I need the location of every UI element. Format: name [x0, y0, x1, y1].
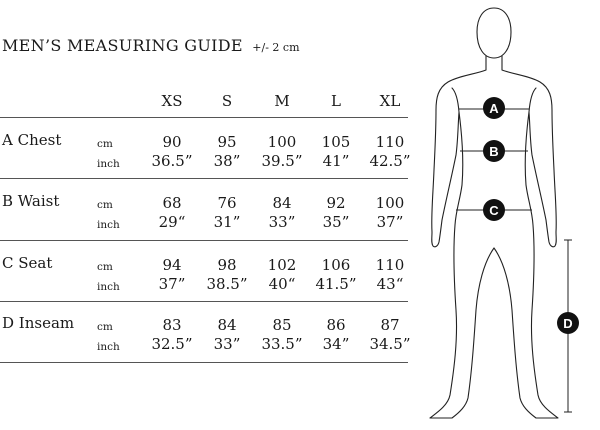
cell-inch-l: 41.5”	[315, 275, 357, 293]
cell-cm-xs: 90	[162, 133, 182, 151]
cell-cm-l: 106	[321, 256, 351, 274]
tolerance-note: +/- 2 cm	[252, 41, 300, 54]
cell-cm-s: 98	[217, 256, 237, 274]
cell-cm-xl: 87	[380, 316, 400, 334]
figure-head	[477, 8, 511, 58]
cell-cm-s: 95	[217, 133, 237, 151]
cell-cm-m: 102	[267, 256, 297, 274]
cell-inch-m: 33.5”	[261, 335, 303, 353]
marker-b-label: B	[489, 144, 499, 159]
unit-cm: cm	[97, 199, 113, 211]
size-header-xs: XS	[161, 92, 183, 110]
row-label: C Seat	[2, 254, 53, 272]
cell-cm-xs: 83	[162, 316, 182, 334]
marker-a-label: A	[489, 101, 499, 116]
cell-cm-s: 84	[217, 316, 237, 334]
marker-d-label: D	[563, 316, 573, 331]
cell-cm-xs: 68	[162, 194, 182, 212]
unit-inch: inch	[97, 341, 120, 353]
unit-cm: cm	[97, 138, 113, 150]
cell-inch-m: 40“	[268, 275, 296, 293]
size-header-m: M	[274, 92, 290, 110]
unit-inch: inch	[97, 281, 120, 293]
row-label: A Chest	[2, 131, 62, 149]
cell-cm-m: 100	[267, 133, 297, 151]
marker-b	[483, 140, 505, 162]
cell-inch-xs: 29“	[158, 213, 186, 231]
cell-inch-l: 34”	[322, 335, 350, 353]
cell-inch-xs: 37”	[158, 275, 186, 293]
size-header-l: L	[331, 92, 341, 110]
marker-d	[557, 312, 579, 334]
cell-inch-s: 38”	[213, 152, 241, 170]
cell-cm-xs: 94	[162, 256, 182, 274]
row-label: B Waist	[2, 192, 60, 210]
cell-inch-xl: 37”	[376, 213, 404, 231]
cell-inch-xs: 32.5”	[151, 335, 193, 353]
cell-inch-l: 35”	[322, 213, 350, 231]
cell-inch-l: 41”	[322, 152, 350, 170]
cell-inch-s: 33”	[213, 335, 241, 353]
row-label: D Inseam	[2, 314, 75, 332]
cell-inch-xs: 36.5”	[151, 152, 193, 170]
marker-a	[483, 97, 505, 119]
cell-inch-s: 38.5”	[206, 275, 248, 293]
cell-inch-m: 33”	[268, 213, 296, 231]
marker-c	[483, 199, 505, 221]
figure-arm-inner-left	[452, 88, 459, 112]
cell-cm-m: 84	[272, 194, 292, 212]
unit-inch: inch	[97, 158, 120, 170]
cell-inch-xl: 34.5”	[369, 335, 411, 353]
cell-cm-xl: 110	[375, 133, 405, 151]
size-header-xl: XL	[379, 92, 401, 110]
cell-cm-s: 76	[217, 194, 237, 212]
unit-cm: cm	[97, 261, 113, 273]
marker-c-label: C	[489, 203, 499, 218]
cell-cm-xl: 110	[375, 256, 405, 274]
cell-inch-xl: 43“	[376, 275, 404, 293]
cell-cm-m: 85	[272, 316, 292, 334]
figure-arm-inner-right	[529, 88, 536, 112]
cell-inch-xl: 42.5”	[369, 152, 411, 170]
cell-inch-s: 31”	[213, 213, 241, 231]
cell-inch-m: 39.5”	[261, 152, 303, 170]
cell-cm-xl: 100	[375, 194, 405, 212]
cell-cm-l: 86	[326, 316, 346, 334]
cell-cm-l: 92	[326, 194, 346, 212]
cell-cm-l: 105	[321, 133, 351, 151]
unit-inch: inch	[97, 219, 120, 231]
title-text: MEN’S MEASURING GUIDE	[2, 36, 243, 55]
size-header-s: S	[221, 92, 233, 110]
unit-cm: cm	[97, 321, 113, 333]
